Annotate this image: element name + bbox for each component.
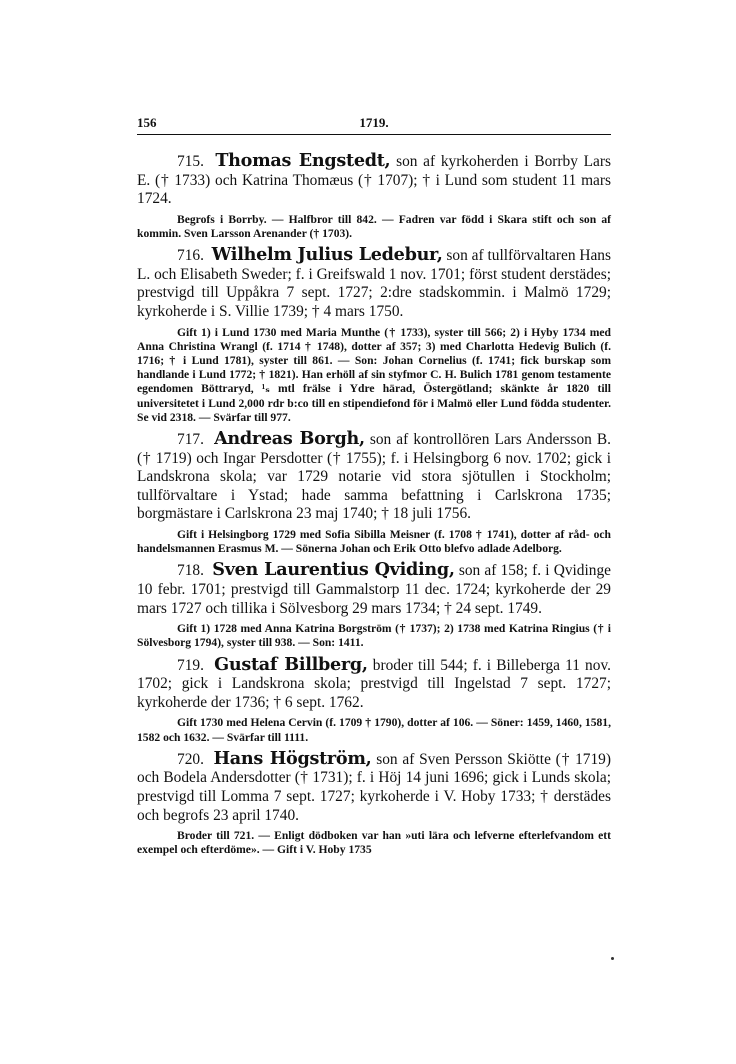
entry-main: [137, 747, 611, 825]
entry-text: son af Sven Persson Skiötte († 1719) och Bodela Andersdotter († 1731); f. i Höj 14 juni 1696; gick i Lunds skola; prestvigd till Lomma 7 sept. 1727; kyrkoherde i V. Hoby 1733; † derstädes och begrofs 23 april 1740.: [137, 750, 611, 824]
entry-main: [137, 653, 611, 713]
entry-name: Thomas Engstedt,: [215, 150, 391, 171]
entry-number: 716.: [177, 247, 204, 265]
header-rule: [137, 134, 611, 135]
entry-text: son af kyrkoherden i Borrby Lars E. († 1733) och Katrina Thomæus († 1707); † i Lund som student 11 mars 1724.: [137, 153, 611, 208]
page-header: [137, 115, 611, 135]
entry-note: Broder till 721. — Enligt dödboken var han »uti lära och lefverne efterlefvandom ett exempel och efterdöme». — Gift i V. Hoby 1735: [137, 829, 611, 857]
entry-main: [137, 561, 611, 618]
entry-715: [137, 152, 611, 241]
entry-716: [137, 246, 611, 425]
entry-718: [137, 561, 611, 650]
entry-text: broder till 544; f. i Billeberga 11 nov. 1702; gick i Landskrona skola; prestvigd till Ingelstad 7 sept. 1727; kyrkoherde der 1736; † 6 sept. 1762.: [137, 656, 611, 711]
entry-note: Gift i Helsingborg 1729 med Sofia Sibilla Meisner (f. 1708 † 1741), dotter af råd- och handelsmannen Erasmus M. — Sönerna Johan och Erik Otto blefvo adlade Adelborg.: [137, 527, 611, 556]
entry-name: Wilhelm Julius Ledebur,: [211, 244, 443, 266]
entry-number: 719.: [177, 656, 204, 674]
entry-note: Gift 1) i Lund 1730 med Maria Munthe († 1733), syster till 566; 2) i Hyby 1734 med Anna Christina Wrangl (f. 1714 † 1748), dotter af 357; 3) med Charlotta Hedevig Bulich (f. 1716; † i Lund 1781), syster till 861. — Son: Johan Cornelius (f. 1741; fick burskap som handlande i Lund 1772; † 1821). Han erhöll af sin styfmor C. H. Bulich 1781 genom testamente egendomen Böttraryd, ¹ₛ mtl frälse i Ydre härad, Östergötland; skänkte år 1820 till universitetet i Lund 2,000 rdr b:co till en stipendiefond för i Malmö eller Lund födda studenter. Se vid 2318. — Svärfar till 977.: [137, 325, 611, 424]
entry-717: [137, 427, 612, 556]
page-number: 156: [137, 115, 157, 130]
entry-note: Gift 1730 med Helena Cervin (f. 1709 † 1790), dotter af 106. — Söner: 1459, 1460, 1581, 1582 och 1632. — Svärfar till 1111.: [137, 716, 611, 744]
page-year: 1719.: [359, 115, 389, 130]
entry-name: Hans Högström,: [213, 747, 372, 769]
entry-name: Gustaf Billberg,: [214, 653, 368, 675]
stray-mark: [611, 957, 614, 960]
entry-note: Gift 1) 1728 med Anna Katrina Borgström († 1737); 2) 1738 med Katrina Ringius († i Sölvesborg 1794), syster till 938. — Son: 1411.: [137, 622, 611, 650]
entry-main: [137, 246, 611, 321]
entry-number: 718.: [177, 562, 204, 580]
entry-number: 717.: [177, 430, 204, 448]
entry-main: [137, 427, 612, 524]
entry-number: 715.: [177, 153, 204, 170]
entry-name: Sven Laurentius Qviding,: [212, 559, 455, 581]
page-content: [137, 152, 611, 863]
entry-text: son af 158; f. i Qvidinge 10 febr. 1701; prestvigd till Gammalstorp 11 dec. 1724; kyrkoherde der 29 mars 1727 och tillika i Sölvesborg 29 mars 1734; † 24 sept. 1749.: [137, 562, 611, 617]
entry-main: [137, 152, 611, 209]
entry-720: [137, 747, 611, 858]
entry-text: son af tullförvaltaren Hans L. och Elisabeth Sweder; f. i Greifswald 1 nov. 1701; först student derstädes; prestvigd till Uppåkra 7 sept. 1727; 2:dre stadskommin. i Malmö 1729; kyrkoherde i S. Villie 1739; † 4 mars 1750.: [137, 247, 611, 320]
entry-name: Andreas Borgh,: [214, 427, 365, 449]
entry-note: Begrofs i Borrby. — Halfbror till 842. — Fadren var född i Skara stift och son af kommin. Sven Larsson Arenander († 1703).: [137, 212, 611, 240]
entry-719: [137, 653, 611, 745]
entry-text: son af kontrollören Lars Andersson B. († 1719) och Ingar Persdotter († 1755); f. i Helsingborg 6 nov. 1702; gick i Landskrona skola; var 1729 notarie vid stora sjötullen i Stockholm; tullförvaltare i Ystad; hade samma befattning i Carlskrona 1735; borgmästare i Carlskrona 23 maj 1740; † 18 juli 1756.: [137, 430, 612, 523]
entry-number: 720.: [177, 750, 204, 768]
